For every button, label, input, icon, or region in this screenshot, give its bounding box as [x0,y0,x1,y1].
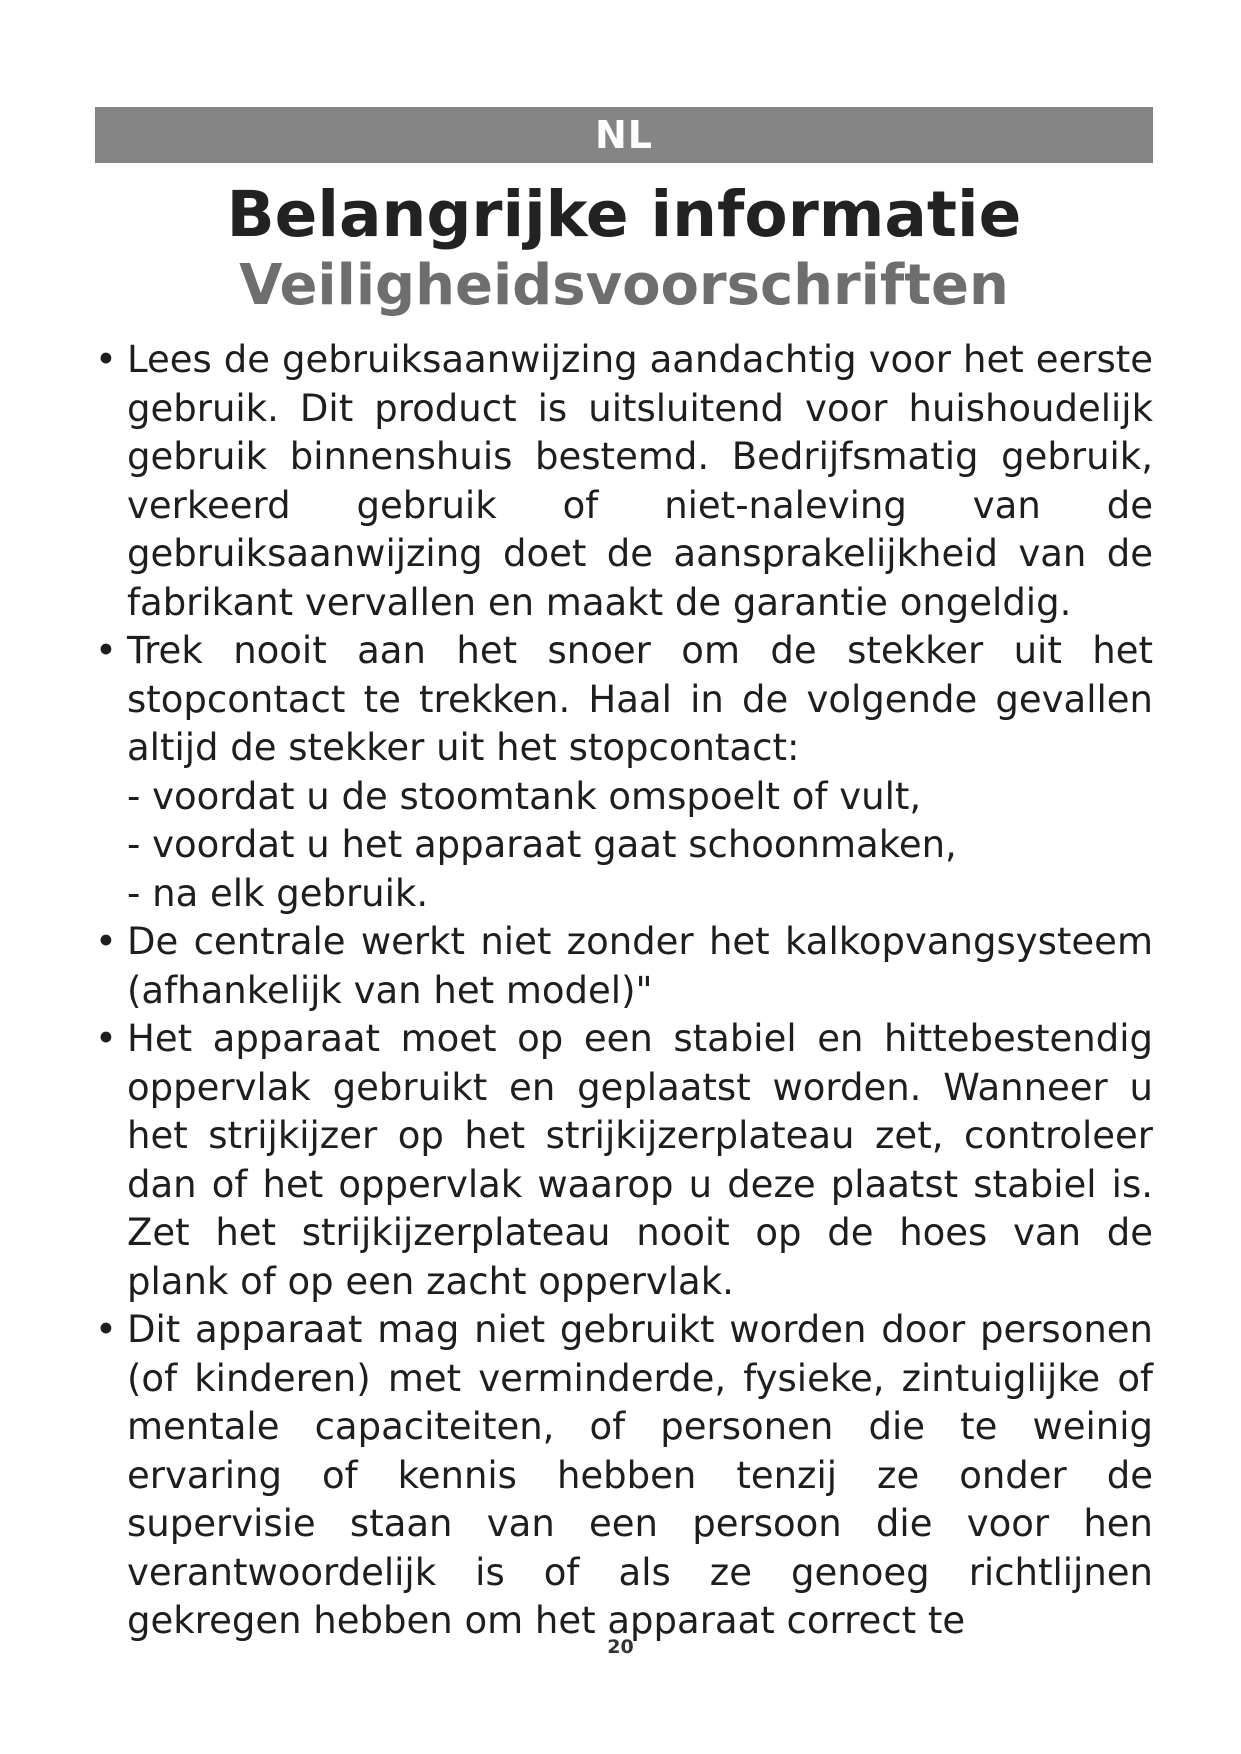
bullet-icon: • [95,1308,117,1351]
bullet-icon: • [95,629,117,672]
list-item-text: Trek nooit aan het snoer om de stekker uit het stopcontact te trekken. Haal in de volgende gevallen altijd de stekker uit het stopcontact: [127,629,1153,769]
list-item [95,1015,1153,1306]
list-item [95,336,1153,627]
list-subitem: - voordat u het apparaat gaat schoonmaken, [127,823,957,866]
list-item-text: Dit apparaat mag niet gebruikt worden door personen (of kinderen) met verminderde, fysieke, zintuiglijke of mentale capaciteiten, of personen die te weinig ervaring of kennis hebben tenzij ze onder de supervisie staan van een persoon die voor hen verantwoordelijk is of als ze genoeg richtlijnen gekregen hebben om het apparaat correct te [127,1308,1153,1642]
page-title: Belangrijke informatie [226,178,1022,251]
bullet-icon: • [95,920,117,963]
section-subtitle: Veiligheidsvoorschriften [239,253,1009,318]
list-item [95,627,1153,918]
list-subitem: - na elk gebruik. [127,871,429,915]
bullet-icon: • [95,338,117,381]
language-header-bar [95,107,1153,163]
language-code: NL [594,113,654,157]
page-number: 20 [607,1636,634,1658]
list-item-text: De centrale werkt niet zonder het kalkopvangsysteem (afhankelijk van het model)" [127,920,1153,1012]
bullet-icon: • [95,1017,117,1060]
list-item-text: Het apparaat moet op een stabiel en hittebestendig oppervlak gebruikt en geplaatst worden. Wanneer u het strijkijzer op het strijkijzerplateau zet, controleer dan of het oppervlak waarop u deze plaatst stabiel is. Zet het strijkijzerplateau nooit op de hoes van de plank of op een zacht oppervlak. [127,1017,1153,1303]
safety-instructions-list [95,336,1153,1646]
list-item [95,918,1153,1015]
list-item [95,1306,1153,1646]
list-subitem: - voordat u de stoomtank omspoelt of vult, [127,774,922,818]
list-item-text: Lees de gebruiksaanwijzing aandachtig voor het eerste gebruik. Dit product is uitsluitend voor huishoudelijk gebruik binnenshuis bestemd. Bedrijfsmatig gebruik, verkeerd gebruik of niet-naleving van de gebruiksaanwijzing doet de aansprakelijkheid van de fabrikant vervallen en maakt de garantie ongeldig. [127,338,1153,624]
